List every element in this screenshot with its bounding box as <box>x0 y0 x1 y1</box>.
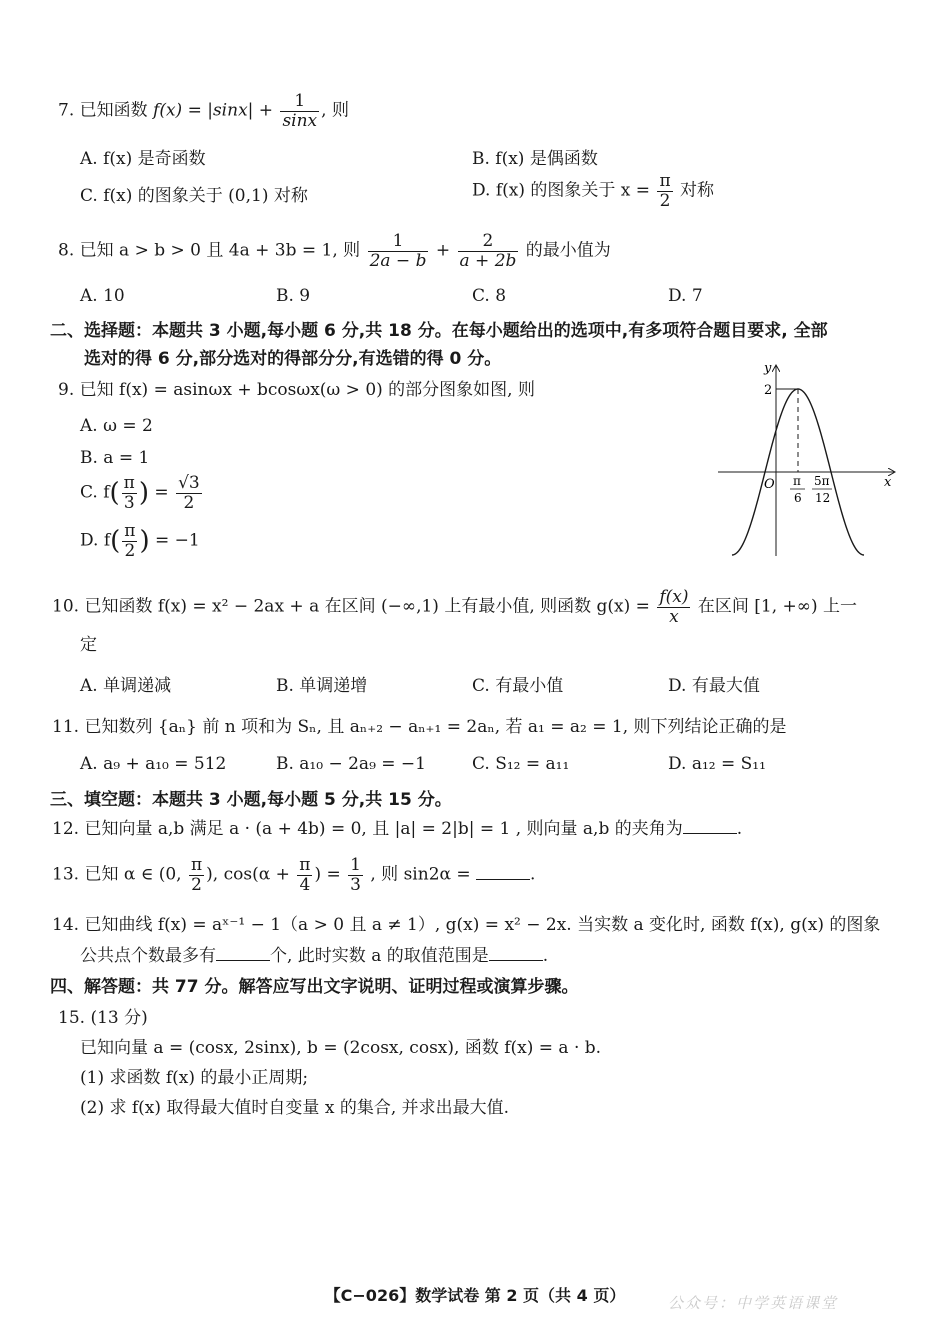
q9-function-graph <box>712 352 902 564</box>
q14-stem-cont: 公共点个数最多有 个, 此时实数 a 的取值范围是 . <box>80 946 549 966</box>
section-4-heading: 四、解答题：共 77 分。解答应写出文字说明、证明过程或演算步骤。 <box>50 977 579 997</box>
q12-answer-blank <box>683 819 737 834</box>
q12-stem: 12. 已知向量 a,b 满足 a · (a + 4b) = 0, 且 |a| = 2|b| = 1 , 则向量 a,b 的夹角为 . <box>52 819 743 839</box>
q10-option-d: D. 有最大值 <box>668 676 760 696</box>
q10-option-c: C. 有最小值 <box>472 676 564 696</box>
q10-stem-cont: 定 <box>80 635 97 655</box>
x-tick-5pi-12-num: 5π <box>814 474 830 488</box>
x-tick-pi-6-num: π <box>793 474 801 488</box>
q13-answer-blank <box>476 865 530 880</box>
q9-option-a: A. ω = 2 <box>80 416 153 436</box>
y-axis-label: y <box>764 361 772 376</box>
q11-option-d: D. a₁₂ = S₁₁ <box>668 754 766 774</box>
x-tick-5pi-12-den: 12 <box>815 491 831 505</box>
q8-option-c: C. 8 <box>472 286 507 306</box>
q8-fraction-1: $\frac{1}{2a - b}$ <box>369 231 427 271</box>
x-axis-label: x <box>884 475 892 490</box>
q8-option-a: A. 10 <box>80 286 125 306</box>
q7-option-b: B. f(x) 是偶函数 <box>472 149 598 169</box>
q8-stem: 8. 已知 a > b > 0 且 4a + 3b = 1, 则 $\frac{1}{2a - b}$ + $\frac{2}{a + 2b}$ 的最小值为 <box>58 231 611 271</box>
q10-option-b: B. 单调递增 <box>276 676 368 696</box>
q10-stem: 10. 已知函数 f(x) = x² − 2ax + a 在区间 (−∞,1) 上有最小值, 则函数 g(x) = $\frac{f(x)}{x}$ 在区间 [1, +∞) 上一 <box>52 587 857 627</box>
q14-stem: 14. 已知曲线 f(x) = aˣ⁻¹ − 1（a > 0 且 a ≠ 1）, g(x) = x² − 2x. 当实数 a 变化时, 函数 f(x), g(x) 的图象 <box>52 915 881 935</box>
q14-answer-blank-1 <box>216 946 270 961</box>
q10-option-a: A. 单调递减 <box>80 676 172 696</box>
q9-option-b: B. a = 1 <box>80 448 150 468</box>
q7-stem: 7. 已知函数 f(x) = |sinx| + $\frac{1}{\sin x}$ , 则 <box>58 91 349 131</box>
q11-option-c: C. S₁₂ = a₁₁ <box>472 754 570 774</box>
watermark: 公众号：中学英语课堂 <box>668 1294 839 1312</box>
origin-label: O <box>764 477 775 492</box>
section-2-heading-cont: 选对的得 6 分,部分选对的得部分分,有选错的得 0 分。 <box>84 349 502 369</box>
q7-fraction: $\frac{1}{\sin x}$ <box>282 91 318 131</box>
section-2-heading: 二、选择题：本题共 3 小题,每小题 6 分,共 18 分。在每小题给出的选项中,有多项符合题目要求, 全部 <box>50 321 828 341</box>
page-footer: 【C−026】数学试卷 第 2 页（共 4 页） <box>324 1286 626 1305</box>
q7-option-c: C. f(x) 的图象关于 (0,1) 对称 <box>80 186 308 206</box>
q7-option-a: A. f(x) 是奇函数 <box>80 149 206 169</box>
x-tick-pi-6-den: 6 <box>794 491 802 505</box>
q11-stem: 11. 已知数列 {aₙ} 前 n 项和为 Sₙ, 且 aₙ₊₂ − aₙ₊₁ = 2aₙ, 若 a₁ = a₂ = 1, 则下列结论正确的是 <box>52 717 787 737</box>
q9-option-d: D. f( $\frac{\pi}{2}$ ) = −1 <box>80 521 200 561</box>
q11-option-b: B. a₁₀ − 2a₉ = −1 <box>276 754 426 774</box>
q8-option-d: D. 7 <box>668 286 703 306</box>
q10-fraction: $\frac{f(x)}{x}$ <box>659 587 689 627</box>
q15-part-2: (2) 求 f(x) 取得最大值时自变量 x 的集合, 并求出最大值. <box>80 1098 510 1118</box>
q14-answer-blank-2 <box>489 946 543 961</box>
q15-part-1: (1) 求函数 f(x) 的最小正周期; <box>80 1068 309 1088</box>
q7-option-d: D. f(x) 的图象关于 x = $\frac{\pi}{2}$ 对称 <box>472 171 715 211</box>
q9-stem: 9. 已知 f(x) = asinωx + bcosωx(ω > 0) 的部分图象如图, 则 <box>58 380 535 400</box>
q15-number: 15. (13 分) <box>58 1008 148 1028</box>
q8-fraction-2: $\frac{2}{a + 2b}$ <box>459 231 517 271</box>
q15-stem: 已知向量 a = (cosx, 2sinx), b = (2cosx, cosx), 函数 f(x) = a · b. <box>80 1038 602 1058</box>
q9-option-c: C. f( $\frac{\pi}{3}$ ) = $\frac{√3}{2}$ <box>80 473 200 513</box>
y-tick-2: 2 <box>764 383 773 398</box>
q13-stem: 13. 已知 α ∈ (0, $\frac{\pi}{2}$ ), cos(α + $\frac{\pi}{4}$ ) = $\frac{1}{3}$ , 则 sin2α = . <box>52 855 536 895</box>
q11-option-a: A. a₉ + a₁₀ = 512 <box>80 754 227 774</box>
q8-option-b: B. 9 <box>276 286 311 306</box>
section-3-heading: 三、填空题：本题共 3 小题,每小题 5 分,共 15 分。 <box>50 790 452 810</box>
